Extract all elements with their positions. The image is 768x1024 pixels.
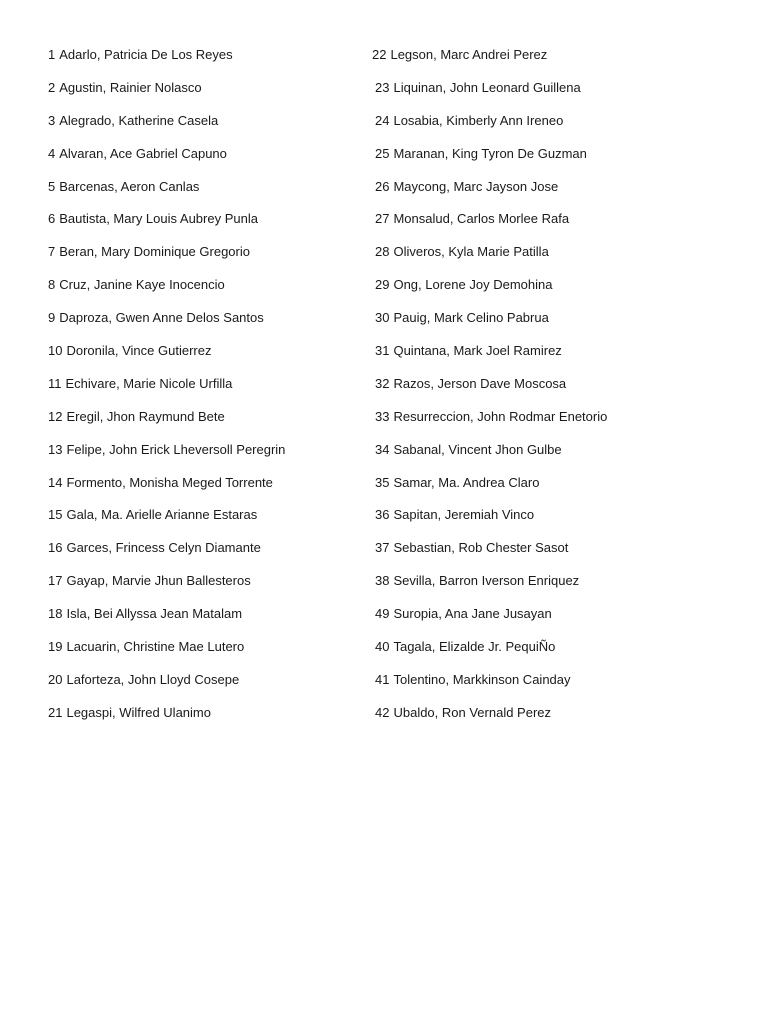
entry-name: Sebastian, Rob Chester Sasot [393, 540, 569, 556]
entry-name: Daproza, Gwen Anne Delos Santos [59, 310, 264, 326]
roster-column-right [372, 44, 745, 735]
roster-entry [375, 702, 745, 735]
entry-name: Bautista, Mary Louis Aubrey Punla [59, 211, 258, 227]
roster-entry [48, 176, 358, 209]
entry-name: Liquinan, John Leonard Guillena [393, 79, 581, 95]
roster-entry [48, 570, 358, 603]
entry-name: Legaspi, Wilfred Ulanimo [66, 704, 211, 720]
entry-number: 21 [48, 704, 63, 720]
entry-number: 11 [48, 375, 62, 391]
entry-number: 24 [375, 112, 390, 128]
roster-entry [375, 340, 745, 373]
entry-number: 38 [375, 573, 390, 589]
roster-entry [48, 340, 358, 373]
entry-number: 25 [375, 145, 390, 161]
entry-name: Isla, Bei Allyssa Jean Matalam [66, 606, 243, 622]
entry-number: 37 [375, 540, 390, 556]
entry-number: 22 [372, 47, 387, 62]
entry-number: 8 [48, 277, 56, 293]
roster-entry [375, 669, 745, 702]
roster-entry [375, 636, 745, 669]
entry-name: Gayap, Marvie Jhun Ballesteros [66, 573, 251, 589]
entry-number: 33 [375, 408, 390, 424]
entry-name: Losabia, Kimberly Ann Ireneo [393, 112, 564, 128]
roster-entry [48, 537, 358, 570]
roster-entry [375, 439, 745, 472]
roster-entry [375, 373, 745, 406]
entry-number: 41 [375, 671, 390, 687]
entry-number: 19 [48, 639, 63, 655]
entry-number: 27 [375, 211, 390, 227]
entry-name: Pauig, Mark Celino Pabrua [393, 310, 549, 326]
roster-entry [375, 570, 745, 603]
entry-number: 5 [48, 178, 56, 194]
roster-entry [48, 504, 358, 537]
entry-name: Alvaran, Ace Gabriel Capuno [59, 145, 227, 161]
entry-name: Laforteza, John Lloyd Cosepe [66, 671, 240, 687]
entry-name: Maycong, Marc Jayson Jose [393, 178, 559, 194]
entry-number: 34 [375, 441, 390, 457]
roster-entry [48, 702, 358, 735]
entry-name: Tolentino, Markkinson Cainday [393, 671, 571, 687]
entry-number: 17 [48, 573, 63, 589]
roster-entry [375, 241, 745, 274]
roster-entry [48, 439, 358, 472]
entry-name: Lacuarin, Christine Mae Lutero [66, 639, 245, 655]
entry-number: 14 [48, 474, 63, 490]
entry-number: 16 [48, 540, 63, 556]
entry-number: 18 [48, 606, 63, 622]
entry-name: Formento, Monisha Meged Torrente [66, 474, 273, 490]
entry-name: Cruz, Janine Kaye Inocencio [59, 277, 225, 293]
entry-name: Echivare, Marie Nicole Urfilla [65, 375, 233, 391]
entry-name: Gala, Ma. Arielle Arianne Estaras [66, 507, 258, 523]
roster-entry [48, 241, 358, 274]
entry-number: 49 [375, 606, 390, 622]
entry-name: Ubaldo, Ron Vernald Perez [393, 704, 552, 720]
entry-name: Razos, Jerson Dave Moscosa [393, 375, 567, 391]
roster-entry [48, 208, 358, 241]
roster-entry [375, 603, 745, 636]
entry-name: Felipe, John Erick Lheversoll Peregrin [66, 441, 286, 457]
entry-number: 2 [48, 79, 56, 95]
roster-entry [375, 274, 745, 307]
entry-name: Sevilla, Barron Iverson Enriquez [393, 573, 580, 589]
entry-name: Legson, Marc Andrei Perez [390, 47, 548, 62]
entry-name: Beran, Mary Dominique Gregorio [59, 244, 250, 260]
entry-name: Maranan, King Tyron De Guzman [393, 145, 587, 161]
entry-name: Barcenas, Aeron Canlas [59, 178, 200, 194]
entry-number: 4 [48, 145, 56, 161]
entry-name: Adarlo, Patricia De Los Reyes [59, 47, 233, 62]
entry-number: 3 [48, 112, 56, 128]
entry-number: 40 [375, 639, 390, 655]
roster-entry [48, 110, 358, 143]
entry-number: 42 [375, 704, 390, 720]
entry-name: Doronila, Vince Gutierrez [66, 343, 212, 359]
roster-entry [375, 176, 745, 209]
entry-name: Agustin, Rainier Nolasco [59, 79, 202, 95]
roster-entry [48, 669, 358, 702]
entry-number: 28 [375, 244, 390, 260]
entry-name: Sabanal, Vincent Jhon Gulbe [393, 441, 562, 457]
entry-name: Suropia, Ana Jane Jusayan [393, 606, 552, 622]
entry-number: 23 [375, 79, 390, 95]
roster-entry [375, 77, 745, 110]
roster-entry [48, 77, 358, 110]
entry-number: 7 [48, 244, 56, 260]
entry-name: Quintana, Mark Joel Ramirez [393, 343, 562, 359]
roster-entry [375, 504, 745, 537]
roster-entry [48, 44, 358, 77]
roster-entry [375, 406, 745, 439]
entry-name: Eregil, Jhon Raymund Bete [66, 408, 225, 424]
entry-number: 36 [375, 507, 390, 523]
entry-name: Sapitan, Jeremiah Vinco [393, 507, 535, 523]
roster-entry [48, 373, 358, 406]
roster-entry [375, 143, 745, 176]
entry-number: 15 [48, 507, 63, 523]
roster-entry [375, 472, 745, 505]
entry-number: 9 [48, 310, 56, 326]
entry-number: 35 [375, 474, 390, 490]
entry-number: 20 [48, 671, 63, 687]
roster-column-left [48, 44, 358, 735]
roster-entry [375, 537, 745, 570]
roster-entry [48, 307, 358, 340]
roster-entry [375, 208, 745, 241]
roster-entry [48, 143, 358, 176]
roster-entry [48, 406, 358, 439]
entry-number: 6 [48, 211, 56, 227]
entry-number: 1 [48, 47, 56, 62]
entry-name: Garces, Frincess Celyn Diamante [66, 540, 261, 556]
roster-entry [372, 44, 745, 77]
entry-number: 30 [375, 310, 390, 326]
roster-entry [48, 636, 358, 669]
roster-entry [375, 307, 745, 340]
entry-name: Resurreccion, John Rodmar Enetorio [393, 408, 608, 424]
roster-entry [48, 274, 358, 307]
entry-name: Monsalud, Carlos Morlee Rafa [393, 211, 570, 227]
roster-entry [375, 110, 745, 143]
entry-number: 26 [375, 178, 390, 194]
entry-number: 10 [48, 343, 63, 359]
entry-name: Ong, Lorene Joy Demohina [393, 277, 553, 293]
roster-entry [48, 472, 358, 505]
entry-number: 12 [48, 408, 63, 424]
entry-number: 29 [375, 277, 390, 293]
entry-name: Samar, Ma. Andrea Claro [393, 474, 540, 490]
entry-name: Tagala, Elizalde Jr. PequiÑo [393, 639, 556, 655]
entry-number: 13 [48, 441, 63, 457]
entry-name: Oliveros, Kyla Marie Patilla [393, 244, 549, 260]
entry-name: Alegrado, Katherine Casela [59, 112, 219, 128]
entry-number: 32 [375, 375, 390, 391]
entry-number: 31 [375, 343, 390, 359]
roster-entry [48, 603, 358, 636]
